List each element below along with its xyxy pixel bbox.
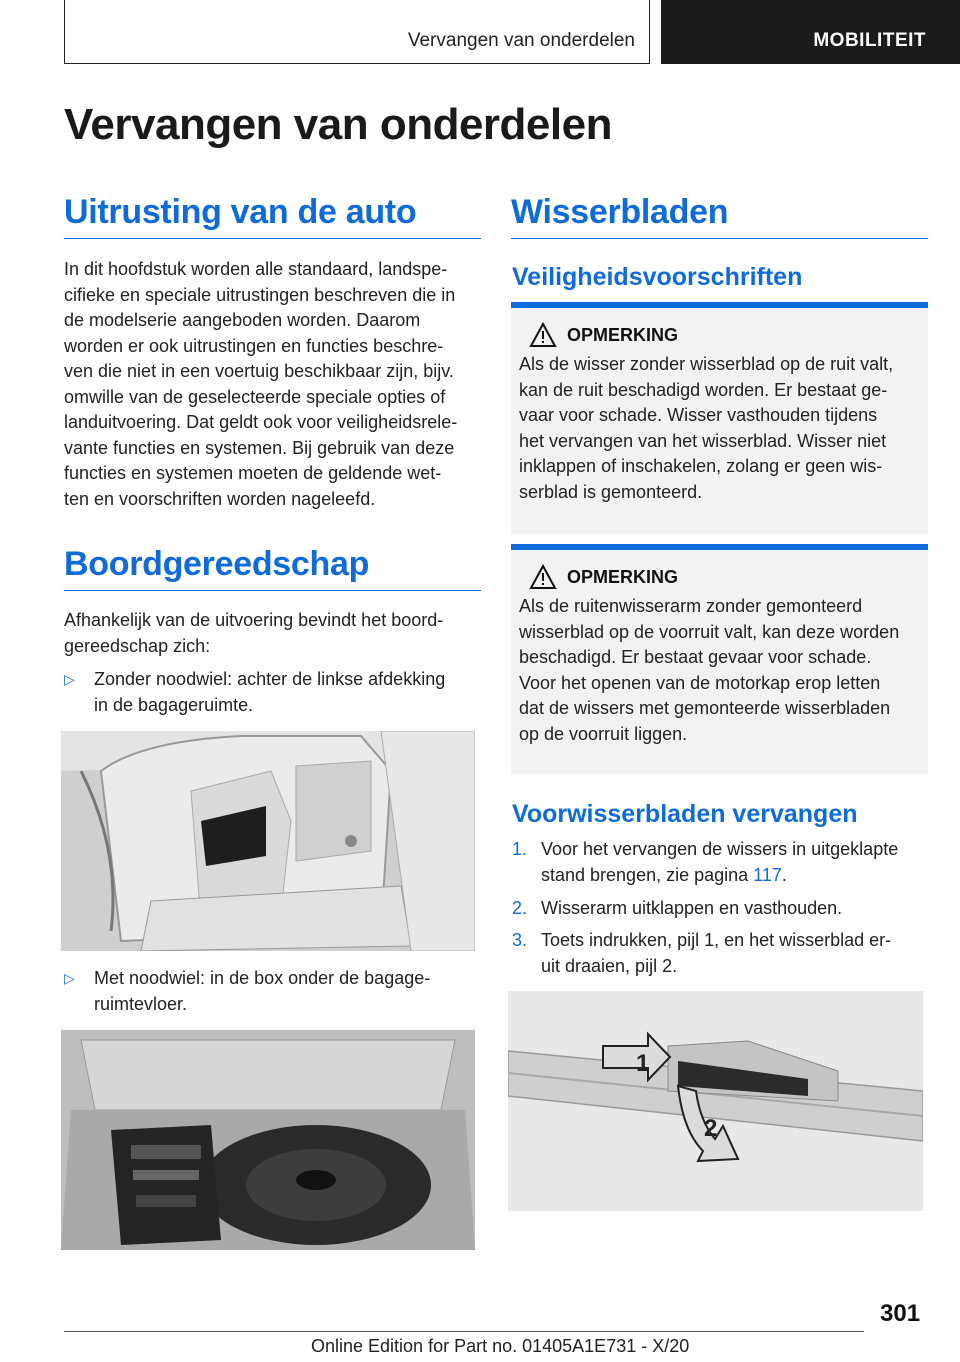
step-text: Wisserarm uitklappen en vasthouden. bbox=[541, 898, 843, 918]
list-item bbox=[512, 928, 928, 979]
trunk-side-cover-photo bbox=[61, 731, 475, 951]
text-line: inklappen of inschakelen, zolang er geen wis- bbox=[519, 456, 883, 476]
text-line: Afhankelijk van de uitvoering bevindt het boord- bbox=[64, 610, 444, 630]
text-line: vante functies en systemen. Bij gebruik van deze bbox=[64, 437, 455, 458]
notice-label: OPMERKING bbox=[567, 325, 679, 345]
text-line: dat de wissers met gemonteerde wisserbladen bbox=[519, 698, 891, 718]
text-line: wisserblad op de voorruit valt, kan deze worden bbox=[519, 621, 900, 642]
notice-body bbox=[519, 594, 920, 747]
list-item-text bbox=[94, 667, 484, 718]
list-item-text bbox=[94, 966, 484, 1017]
heading-voorwisserbladen: Voorwisserbladen vervangen bbox=[512, 800, 858, 828]
text-line: Zonder noodwiel: achter de linkse afdekking bbox=[94, 669, 446, 689]
notice-body bbox=[519, 352, 920, 505]
text-line: serblad is gemonteerd. bbox=[519, 481, 703, 502]
text-line: het vervangen van het wisserblad. Wisser niet bbox=[519, 430, 887, 451]
text-line: kan de ruit beschadigd worden. Er bestaat ge- bbox=[519, 379, 888, 400]
header-section-box bbox=[64, 0, 650, 64]
heading-uitrusting: Uitrusting van de auto bbox=[64, 193, 481, 239]
text-line: de modelserie aangeboden worden. Daarom bbox=[64, 310, 421, 330]
text-line: Voor het openen van de motorkap erop letten bbox=[519, 672, 881, 693]
heading-wisserbladen: Wisserbladen bbox=[511, 193, 928, 239]
header-section-title: Vervangen van onderdelen bbox=[407, 30, 635, 51]
page-number: 301 bbox=[880, 1300, 921, 1327]
text-line: beschadigd. Er bestaat gevaar voor schade. bbox=[519, 647, 872, 667]
text-line: Voor het vervangen de wissers in uitgeklapte bbox=[541, 839, 899, 859]
paragraph-uitrusting bbox=[64, 257, 484, 512]
bullet-triangle-icon: ▷ bbox=[64, 671, 75, 687]
arrow-label-1: 1 bbox=[636, 1050, 650, 1077]
wiper-blade-photo bbox=[508, 991, 923, 1211]
trunk-illustration bbox=[61, 731, 475, 951]
text-line: op de voorruit liggen. bbox=[519, 723, 688, 744]
arrow-label-2: 2 bbox=[704, 1115, 718, 1142]
heading-boordgereedschap: Boordgereedschap bbox=[64, 545, 481, 591]
footer-divider bbox=[64, 1331, 864, 1332]
notice-title bbox=[525, 322, 920, 352]
header-chapter-label: MOBILITEIT bbox=[813, 30, 926, 51]
text-line: gereedschap zich: bbox=[64, 635, 211, 656]
text-line: Als de ruitenwisserarm zonder gemonteerd bbox=[519, 596, 863, 616]
text-line: ruimtevloer. bbox=[94, 993, 188, 1014]
text-line: . bbox=[781, 864, 787, 885]
text-line: In dit hoofdstuk worden alle standaard, landspe- bbox=[64, 259, 448, 279]
step-number: 3. bbox=[512, 930, 528, 950]
text-line: stand brengen, zie pagina bbox=[541, 864, 754, 885]
spare-wheel-illustration bbox=[61, 1030, 475, 1250]
list-item bbox=[512, 896, 928, 922]
text-line: Toets indrukken, pijl 1, en het wisserblad er- bbox=[541, 930, 892, 950]
step-number: 1. bbox=[512, 839, 528, 859]
text-line: in de bagageruimte. bbox=[94, 694, 254, 715]
list-item bbox=[64, 966, 484, 1017]
text-line: functies en systemen moeten de geldende wet- bbox=[64, 463, 442, 483]
notice-box bbox=[511, 302, 928, 534]
text-line: uit draaien, pijl 2. bbox=[541, 955, 678, 976]
step-text bbox=[541, 928, 928, 979]
page-reference-link[interactable]: 117 bbox=[753, 864, 782, 885]
header-chapter-tab[interactable] bbox=[661, 0, 960, 64]
heading-veiligheidsvoorschriften: Veiligheidsvoorschriften bbox=[512, 263, 803, 291]
notice-box bbox=[511, 544, 928, 774]
text-line: Als de wisser zonder wisserblad op de ruit valt, bbox=[519, 354, 894, 374]
text-line: ten en voorschriften worden nageleefd. bbox=[64, 488, 376, 509]
text-line: Met noodwiel: in de box onder de bagage- bbox=[94, 968, 431, 988]
bullet-triangle-icon: ▷ bbox=[64, 970, 75, 986]
paragraph-boordgereedschap bbox=[64, 608, 484, 659]
spare-wheel-box-photo bbox=[61, 1030, 475, 1250]
list-item bbox=[512, 837, 928, 888]
wiper-blade-illustration bbox=[508, 991, 923, 1211]
list-item bbox=[64, 667, 484, 718]
warning-triangle-icon bbox=[529, 564, 557, 590]
text-line: worden er ook uitrustingen en functies beschre- bbox=[64, 335, 444, 356]
notice-label: OPMERKING bbox=[567, 567, 679, 587]
text-line: landuitvoering. Dat geldt ook voor veiligheidsrele- bbox=[64, 412, 458, 432]
footer-edition-text: Online Edition for Part no. 01405A1E731 - X/20 bbox=[311, 1336, 690, 1356]
step-number: 2. bbox=[512, 898, 528, 918]
page-title: Vervangen van onderdelen bbox=[64, 100, 612, 149]
text-line: vaar voor schade. Wisser vasthouden tijdens bbox=[519, 405, 878, 425]
notice-title bbox=[525, 564, 920, 594]
text-line: omwille van de geselecteerde speciale opties of bbox=[64, 386, 446, 407]
step-text bbox=[541, 837, 928, 888]
text-line: ven die niet in een voertuig beschikbaar zijn, bijv. bbox=[64, 361, 454, 381]
warning-triangle-icon bbox=[529, 322, 557, 348]
text-line: cifieke en speciale uitrustingen beschreven die in bbox=[64, 284, 456, 305]
